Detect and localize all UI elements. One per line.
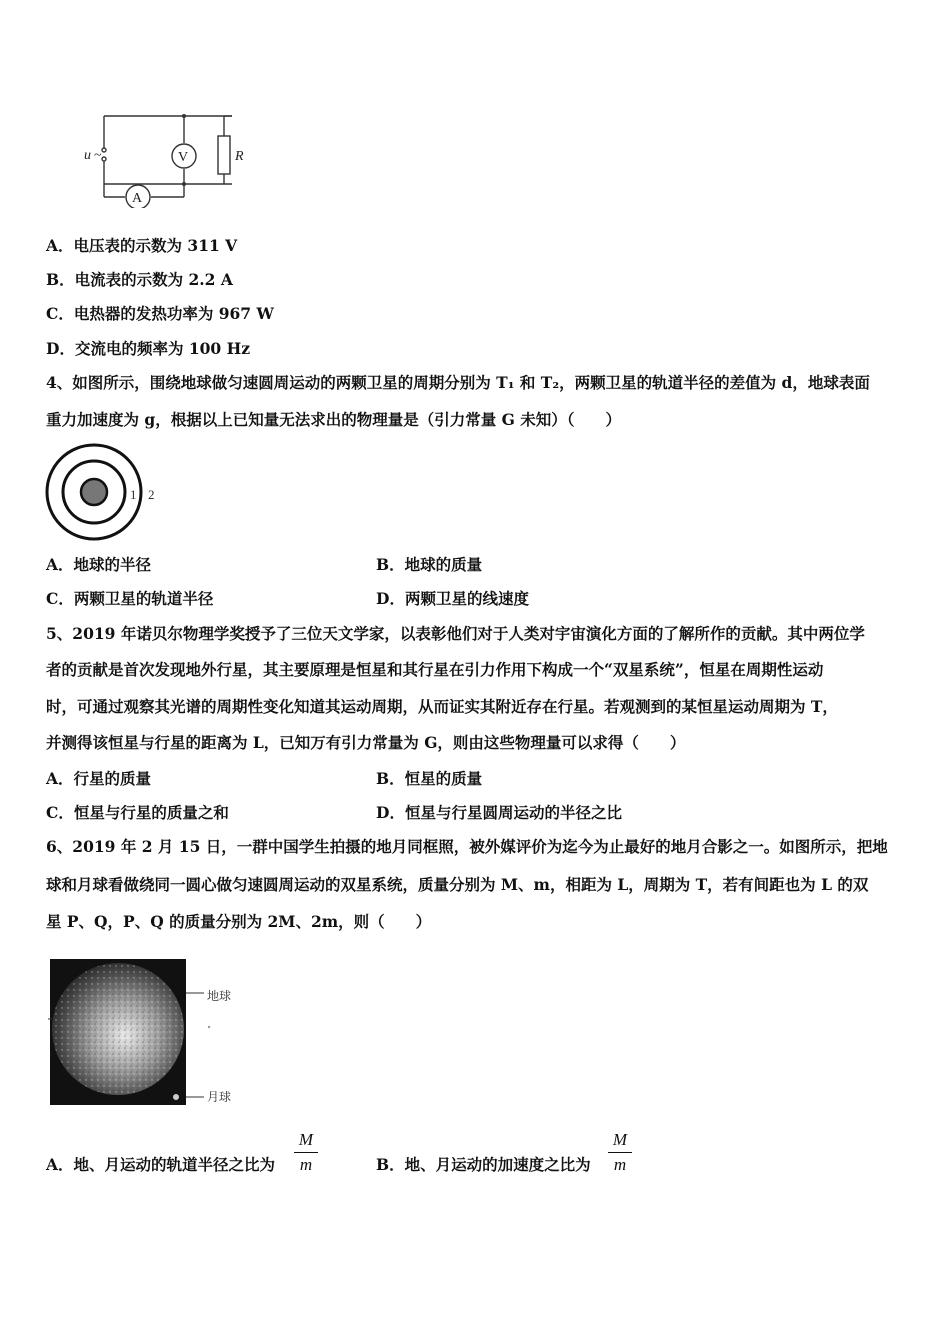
fraction-numerator: M (612, 1130, 628, 1149)
q6-stem-line-2: 球和月球看做绕同一圆心做匀速圆周运动的双星系统，质量分别为 M、m，相距为 L，周期为 T，若有间距也为 L 的双 (46, 875, 869, 894)
q4-option-a: A．地球的半径 (46, 555, 152, 574)
q6-option-b-fraction (608, 1130, 632, 1175)
q6-stem-line-1: 6、2019 年 2 月 15 日，一群中国学生拍摄的地月同框照，被外媒评价为迄今为止最好的地月合影之一。如图所示，把地 (46, 837, 888, 856)
q5-option-d: D．恒星与行星圆周运动的半径之比 (376, 803, 622, 822)
q5-stem-line-2: 者的贡献是首次发现地外行星，其主要原理是恒星和其行星在引力作用下构成一个“双星系统”，恒星在周期性运动 (46, 660, 824, 679)
ammeter-label: A (132, 191, 143, 206)
q5-stem-line-3: 时，可通过观察其光谱的周期性变化知道其运动周期，从而证实其附近存在行星。若观测到的某恒星运动周期为 T， (46, 697, 838, 716)
q5-option-a: A．行星的质量 (46, 769, 152, 788)
q3-option-c: C．电热器的发热功率为 967 W (46, 304, 274, 323)
fraction-bar (608, 1152, 632, 1153)
fraction-numerator: M (298, 1130, 314, 1149)
fraction-bar (294, 1152, 318, 1153)
circuit-u-label: u (84, 148, 91, 163)
q6-option-b: B．地、月运动的加速度之比为 (376, 1155, 591, 1174)
q5-option-b: B．恒星的质量 (376, 769, 483, 788)
photo-label-earth: 地球 (207, 989, 232, 1003)
q5-stem-line-1: 5、2019 年诺贝尔物理学奖授予了三位天文学家，以表彰他们对于人类对宇宙演化方面的了解所作的贡献。其中两位学 (46, 624, 865, 643)
q3-option-d: D．交流电的频率为 100 Hz (46, 339, 251, 358)
orbit-label-2: 2 (148, 487, 155, 502)
resistor-label: R (235, 149, 244, 164)
q6-stem-line-3: 星 P、Q，P、Q 的质量分别为 2M、2m，则（ ） (46, 912, 432, 931)
photo-label-moon: 月球 (207, 1090, 232, 1104)
q3-option-a: A．电压表的示数为 311 V (46, 236, 238, 255)
fraction-denominator: m (613, 1155, 627, 1174)
orbit-label-1: 1 (130, 487, 137, 502)
circuit-diagram (80, 108, 260, 208)
q4-option-d: D．两颗卫星的线速度 (376, 589, 529, 608)
q4-stem-line-1: 4、如图所示，围绕地球做匀速圆周运动的两颗卫星的周期分别为 T₁ 和 T₂，两颗卫星的轨道半径的差值为 d，地球表面 (46, 373, 870, 392)
fraction-denominator: m (299, 1155, 313, 1174)
q4-option-b: B．地球的质量 (376, 555, 483, 574)
earth-moon-photo (46, 957, 246, 1107)
q4-stem-line-2: 重力加速度为 g，根据以上已知量无法求出的物理量是（引力常量 G 未知）（ ） (46, 410, 622, 429)
q3-option-b: B．电流表的示数为 2.2 A (46, 270, 233, 289)
q4-option-c: C．两颗卫星的轨道半径 (46, 589, 214, 608)
circuit-tilde-label: ~ (94, 148, 102, 163)
q5-option-c: C．恒星与行星的质量之和 (46, 803, 229, 822)
voltmeter-label: V (178, 150, 189, 165)
q6-option-a-fraction (294, 1130, 318, 1175)
q5-stem-line-4: 并测得该恒星与行星的距离为 L，已知万有引力常量为 G，则由这些物理量可以求得（ ） (46, 733, 686, 752)
orbit-diagram (42, 443, 172, 543)
q6-option-a: A．地、月运动的轨道半径之比为 (46, 1155, 276, 1174)
